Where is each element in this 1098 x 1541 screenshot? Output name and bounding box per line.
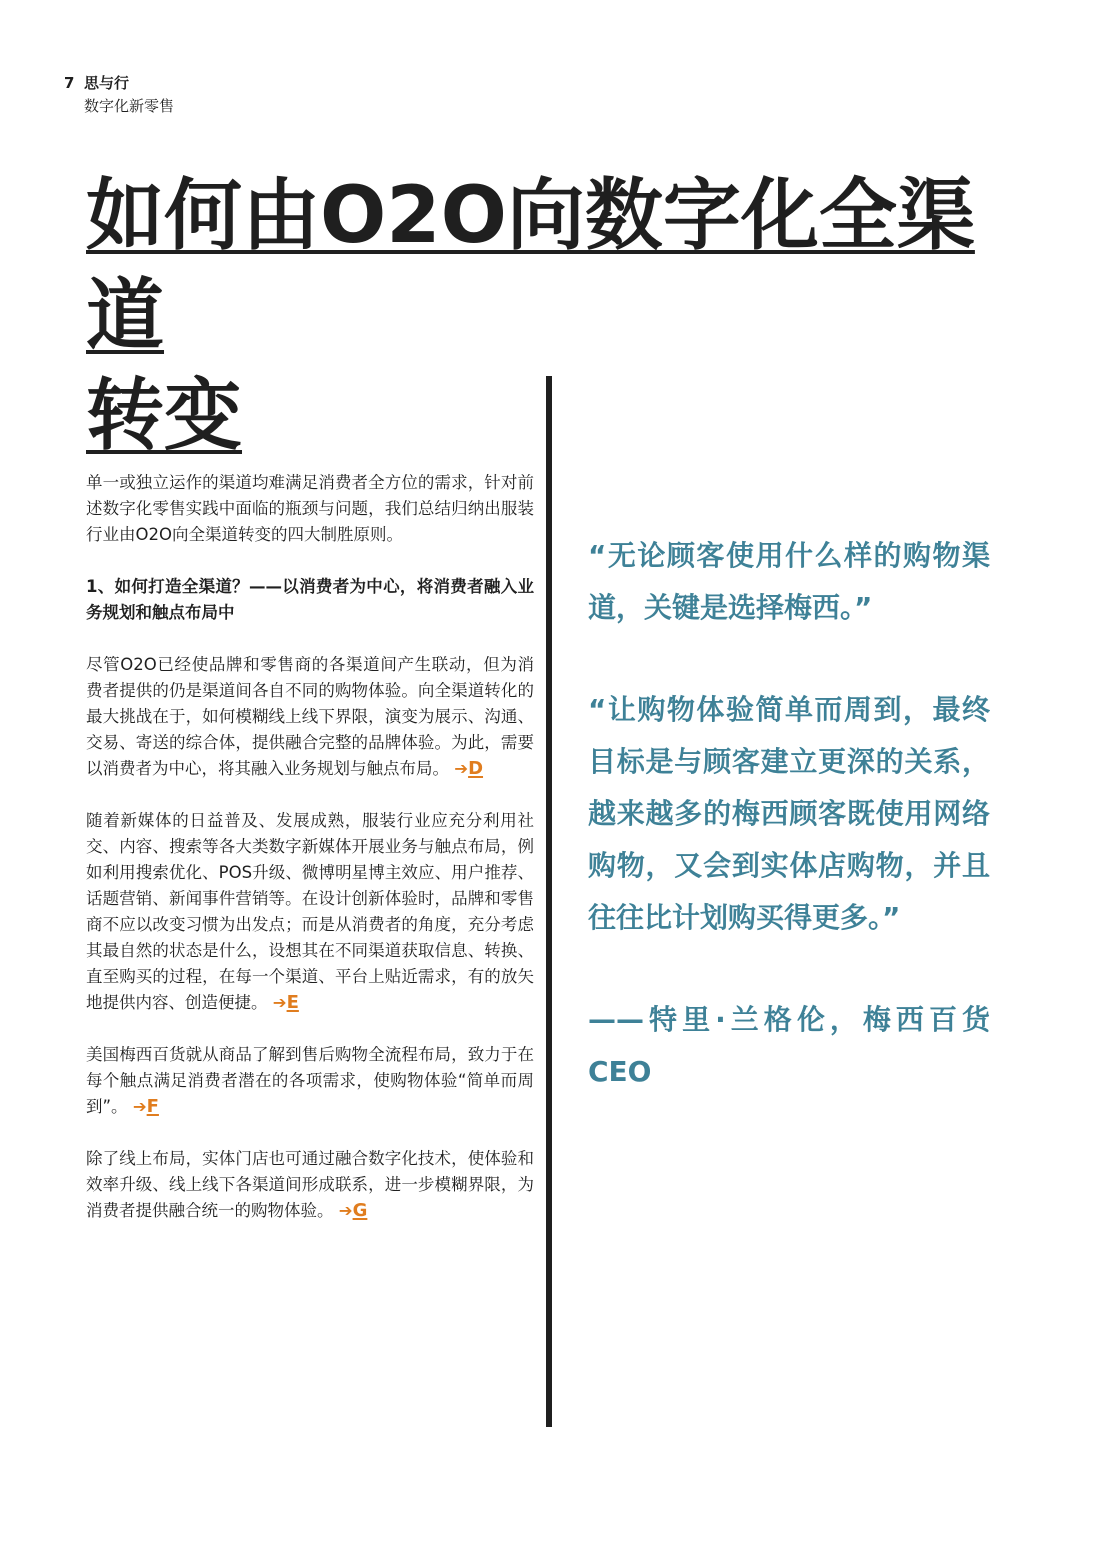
reference-link-g[interactable] [339, 1201, 368, 1220]
page-number: 7 [64, 74, 75, 92]
paragraph-text: 尽管O2O已经使品牌和零售商的各渠道间产生联动，但为消费者提供的仍是渠道间各自不同的购物体验。向全渠道转化的最大挑战在于，如何模糊线上线下界限，演变为展示、沟通、交易、寄送的综合体，提供融合完整的品牌体验。为此，需要以消费者为中心，将其融入业务规划与触点布局。 [86, 655, 534, 778]
arrow-right-icon: ➔ [272, 993, 287, 1012]
title-line-2: 转变 [86, 371, 243, 461]
arrow-right-icon: ➔ [132, 1097, 147, 1116]
reference-link-d[interactable] [454, 759, 483, 778]
page-header [64, 72, 174, 118]
reference-letter: F [146, 1096, 159, 1117]
section-subheading: 1、如何打造全渠道？——以消费者为中心，将消费者融入业务规划和触点布局中 [86, 577, 534, 622]
pull-quote-1: “无论顾客使用什么样的购物渠道，关键是选择梅西。” [588, 539, 990, 624]
subsection-title: 数字化新零售 [84, 97, 175, 115]
reference-link-e[interactable] [273, 993, 299, 1012]
page-title [86, 166, 1046, 466]
quote-column [588, 530, 990, 1148]
arrow-right-icon: ➔ [338, 1201, 353, 1220]
column-divider [546, 376, 552, 1427]
reference-letter: E [286, 992, 299, 1013]
reference-letter: D [468, 758, 484, 779]
body-paragraph [86, 652, 534, 782]
paragraph-text: 除了线上布局，实体门店也可通过融合数字化技术，使体验和效率升级、线上线下各渠道间形成联系，进一步模糊界限，为消费者提供融合统一的购物体验。 [86, 1149, 534, 1220]
arrow-right-icon: ➔ [454, 759, 469, 778]
body-paragraph [86, 808, 534, 1016]
quote-attribution: ——特里·兰格伦，梅西百货CEO [588, 1003, 990, 1088]
intro-paragraph: 单一或独立运作的渠道均难满足消费者全方位的需求，针对前述数字化零售实践中面临的瓶颈与问题，我们总结归纳出服装行业由O2O向全渠道转变的四大制胜原则。 [86, 473, 534, 544]
paragraph-text: 随着新媒体的日益普及、发展成熟，服装行业应充分利用社交、内容、搜索等各大类数字新媒体开展业务与触点布局，例如利用搜索优化、POS升级、微博明星博主效应、用户推荐、话题营销、新闻事件营销等。在设计创新体验时，品牌和零售商不应以改变习惯为出发点；而是从消费者的角度，充分考虑其最自然的状态是什么，设想其在不同渠道获取信息、转换、直至购买的过程，在每一个渠道、平台上贴近需求，有的放矢地提供内容、创造便捷。 [86, 811, 534, 1012]
body-column [86, 470, 534, 1250]
reference-letter: G [352, 1200, 368, 1221]
header-line [64, 72, 174, 94]
reference-link-f[interactable] [133, 1097, 159, 1116]
paragraph-text: 美国梅西百货就从商品了解到售后购物全流程布局，致力于在每个触点满足消费者潜在的各项需求，使购物体验“简单而周到”。 [86, 1045, 534, 1116]
pull-quote-2: “让购物体验简单而周到，最终目标是与顾客建立更深的关系，越来越多的梅西顾客既使用网络购物，又会到实体店购物，并且往往比计划购买得更多。” [588, 693, 990, 934]
title-line-1: 如何由O2O向数字化全渠道 [86, 171, 975, 361]
body-paragraph [86, 1042, 534, 1120]
body-paragraph [86, 1146, 534, 1224]
section-title: 思与行 [84, 74, 130, 92]
